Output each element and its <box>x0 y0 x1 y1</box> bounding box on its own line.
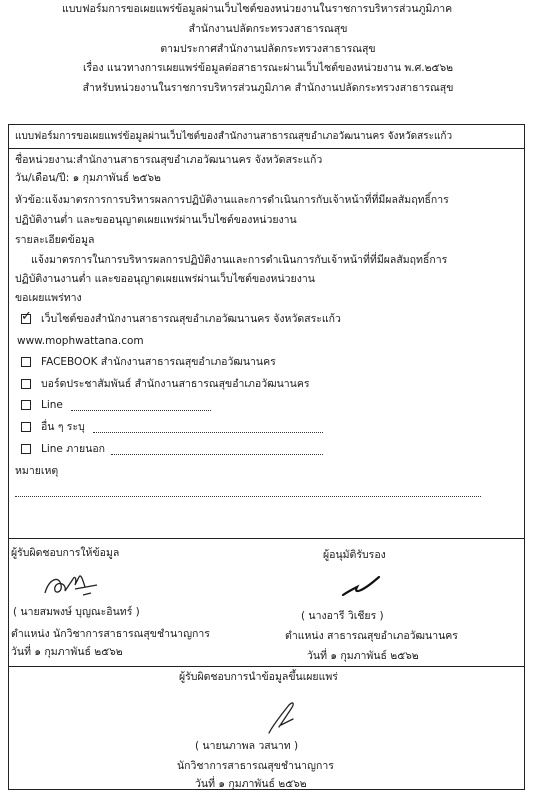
provider-position: ตำแหน่ง นักวิชาการสาธารณสุขชำนาญการ <box>11 628 210 640</box>
publish-request-form <box>8 124 525 790</box>
option-facebook-checkbox[interactable] <box>21 357 31 367</box>
option-line-external-checkbox[interactable] <box>21 444 31 454</box>
channel-label: ขอเผยแพร่ทาง <box>15 292 82 304</box>
provider-signature <box>39 565 109 605</box>
option-line-external-label: Line ภายนอก <box>41 443 106 455</box>
approver-signature <box>323 565 403 605</box>
approver-name: ( นางอารี วิเชียร ) <box>301 610 384 622</box>
website-url: www.mophwattana.com <box>17 335 144 347</box>
header-line-2: สำนักงานปลัดกระทรวงสาธารณสุข <box>188 23 348 35</box>
option-website-checkbox[interactable] <box>21 309 32 324</box>
check-icon: ✓ <box>21 309 32 324</box>
other-fill-dots[interactable] <box>93 432 323 433</box>
provider-heading: ผู้รับผิดชอบการให้ข้อมูล <box>11 547 120 559</box>
line-fill-dots[interactable] <box>71 410 211 411</box>
divider <box>9 538 524 539</box>
header-line-1: แบบฟอร์มการขอเผยแพร่ข้อมูลผ่านเว็บไซต์ของหน่วยงานในราชการบริหารส่วนภูมิภาค <box>62 3 453 15</box>
publisher-signature <box>259 691 309 741</box>
option-website-label: เว็บไซต์ของสำนักงานสาธารณสุขอำเภอวัฒนานคร จังหวัดสระแก้ว <box>41 313 341 325</box>
topic-line-1: หัวข้อ:แจ้งมาตรการการบริหารผลการปฏิบัติงานและการดำเนินการกับเจ้าหน้าที่ที่มีผลสัมฤทธิ์การ <box>15 194 449 206</box>
divider <box>9 666 524 667</box>
remark-label: หมายเหตุ <box>15 465 59 477</box>
approver-position: ตำแหน่ง สาธารณสุขอำเภอวัฒนานคร <box>285 630 458 642</box>
header-line-4: เรื่อง แนวทางการเผยแพร่ข้อมูลต่อสาธารณะผ่านเว็บไซต์ของหน่วยงาน พ.ศ.๒๕๖๒ <box>82 62 454 74</box>
option-line-label: Line <box>41 399 63 411</box>
approver-date: วันที่ ๑ กุมภาพันธ์ ๒๕๖๒ <box>307 650 419 662</box>
publisher-position: นักวิชาการสาธารณสุขชำนาญการ <box>177 760 334 772</box>
option-other-label: อื่น ๆ ระบุ <box>41 421 85 433</box>
agency-name: ชื่อหน่วยงาน:สำนักงานสาธารณสุขอำเภอวัฒนานคร จังหวัดสระแก้ว <box>15 154 323 166</box>
detail-label: รายละเอียดข้อมูล <box>15 234 95 246</box>
option-board-checkbox[interactable] <box>21 379 31 389</box>
header-line-5: สำหรับหน่วยงานในราชการบริหารส่วนภูมิภาค สำนักงานปลัดกระทรวงสาธารณสุข <box>82 82 454 94</box>
publisher-date: วันที่ ๑ กุมภาพันธ์ ๒๕๖๒ <box>195 778 307 790</box>
approver-heading: ผู้อนุมัติรับรอง <box>323 549 386 561</box>
header-line-3: ตามประกาศสำนักงานปลัดกระทรวงสาธารณสุข <box>160 43 376 55</box>
detail-line-1: แจ้งมาตรการในการบริหารผลการปฏิบัติงานและการดำเนินการกับเจ้าหน้าที่ที่มีผลสัมฤทธิ์การ <box>31 254 448 266</box>
provider-date: วันที่ ๑ กุมภาพันธ์ ๒๕๖๒ <box>11 646 123 658</box>
option-facebook-label: FACEBOOK สำนักงานสาธารณสุขอำเภอวัฒนานคร <box>41 356 276 368</box>
divider <box>9 148 524 149</box>
detail-line-2: ปฏิบัติงานงานต่ำ และขออนุญาตเผยแพร่ผ่านเว็บไซต์ของหน่วยงาน <box>15 273 315 285</box>
remark-fill-dots[interactable] <box>15 496 481 497</box>
line-external-fill-dots[interactable] <box>111 454 323 455</box>
publisher-name: ( นายนภาพล วสนาท ) <box>195 740 299 752</box>
option-line-checkbox[interactable] <box>21 400 31 410</box>
option-board-label: บอร์ดประชาสัมพันธ์ สำนักงานสาธารณสุขอำเภอวัฒนานคร <box>41 378 310 390</box>
form-date: วัน/เดือน/ปี: ๑ กุมภาพันธ์ ๒๕๖๒ <box>15 172 161 184</box>
publisher-heading: ผู้รับผิดชอบการนำข้อมูลขึ้นเผยแพร่ <box>179 671 338 683</box>
form-title: แบบฟอร์มการขอเผยแพร่ข้อมูลผ่านเว็บไซต์ของสำนักงานสาธารณสุขอำเภอวัฒนานคร จังหวัดสระแก้ว <box>15 131 453 142</box>
topic-line-2: ปฏิบัติงานต่ำ และขออนุญาตเผยแพร่ผ่านเว็บไซต์ของหน่วยงาน <box>15 214 297 226</box>
provider-name: ( นายสมพงษ์ บุญณะอินทร์ ) <box>13 606 140 618</box>
option-other-checkbox[interactable] <box>21 422 31 432</box>
